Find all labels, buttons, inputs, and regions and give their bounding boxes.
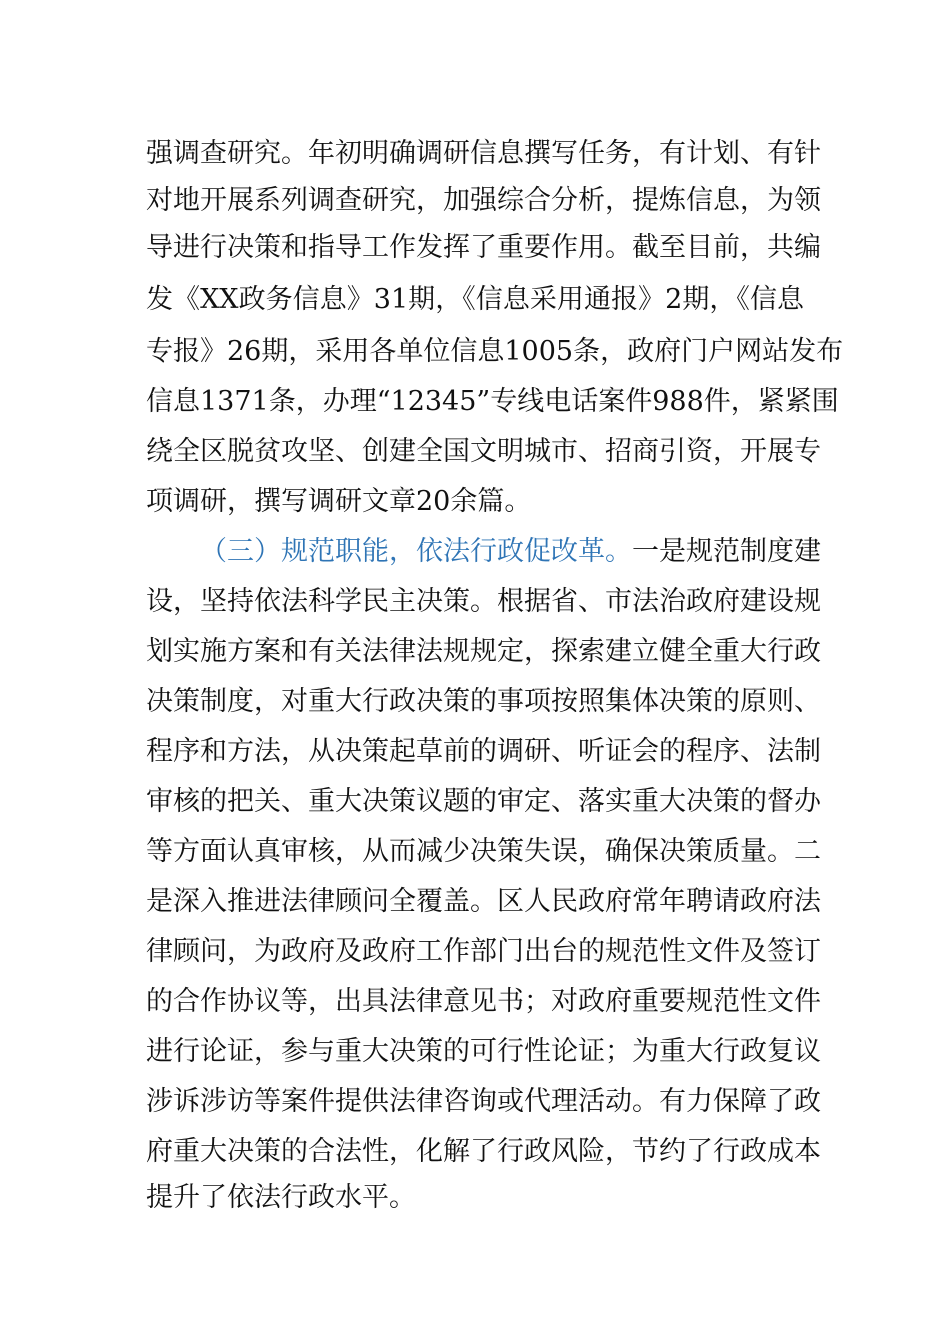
paragraph-1-line-5: 专报》26期，采用各单位信息1005条，政府门户网站发布 — [146, 336, 844, 367]
paragraph-2-line-7: 等方面认真审核，从而减少决策失误，确保决策质量。二 — [146, 836, 821, 867]
paragraph-1-line-7: 绕全区脱贫攻坚、创建全国文明城市、招商引资，开展专 — [146, 436, 821, 467]
paragraph-2-line-5: 程序和方法，从决策起草前的调研、听证会的程序、法制 — [146, 736, 821, 767]
section-heading: （三）规范职能，依法行政促改革。 — [200, 536, 632, 567]
paragraph-1-line-2: 对地开展系列调查研究，加强综合分析，提炼信息，为领 — [146, 185, 821, 216]
paragraph-2-line-14: 提升了依法行政水平。 — [146, 1182, 416, 1213]
paragraph-2-line-11: 进行论证，参与重大决策的可行性论证；为重大行政复议 — [146, 1036, 821, 1067]
paragraph-2-line-6: 审核的把关、重大决策议题的审定、落实重大决策的督办 — [146, 786, 821, 817]
paragraph-2-line-9: 律顾问，为政府及政府工作部门出台的规范性文件及签订 — [146, 936, 821, 967]
paragraph-2-line-3: 划实施方案和有关法律法规规定，探索建立健全重大行政 — [146, 636, 821, 667]
paragraph-1-line-8: 项调研，撰写调研文章20余篇。 — [146, 486, 532, 517]
paragraph-2-line-8: 是深入推进法律顾问全覆盖。区人民政府常年聘请政府法 — [146, 886, 821, 917]
paragraph-1-line-4: 发《XX政务信息》31期，《信息采用通报》2期，《信息 — [146, 284, 804, 315]
paragraph-2-line-2: 设，坚持依法科学民主决策。根据省、市法治政府建设规 — [146, 586, 821, 617]
paragraph-2-line-10: 的合作协议等，出具法律意见书；对政府重要规范性文件 — [146, 986, 821, 1017]
paragraph-1-line-3: 导进行决策和指导工作发挥了重要作用。截至目前，共编 — [146, 232, 821, 263]
paragraph-2-first-line-text: 一是规范制度建 — [632, 536, 821, 567]
paragraph-2-line-13: 府重大决策的合法性，化解了行政风险，节约了行政成本 — [146, 1136, 821, 1167]
paragraph-1-line-1: 强调查研究。年初明确调研信息撰写任务，有计划、有针 — [146, 138, 821, 169]
paragraph-2-first-line — [200, 526, 821, 578]
paragraph-2-line-12: 涉诉涉访等案件提供法律咨询或代理活动。有力保障了政 — [146, 1086, 821, 1117]
paragraph-2-line-4: 决策制度，对重大行政决策的事项按照集体决策的原则、 — [146, 686, 821, 717]
paragraph-1-line-6: 信息1371条，办理“12345”专线电话案件988件，紧紧围 — [146, 386, 839, 417]
